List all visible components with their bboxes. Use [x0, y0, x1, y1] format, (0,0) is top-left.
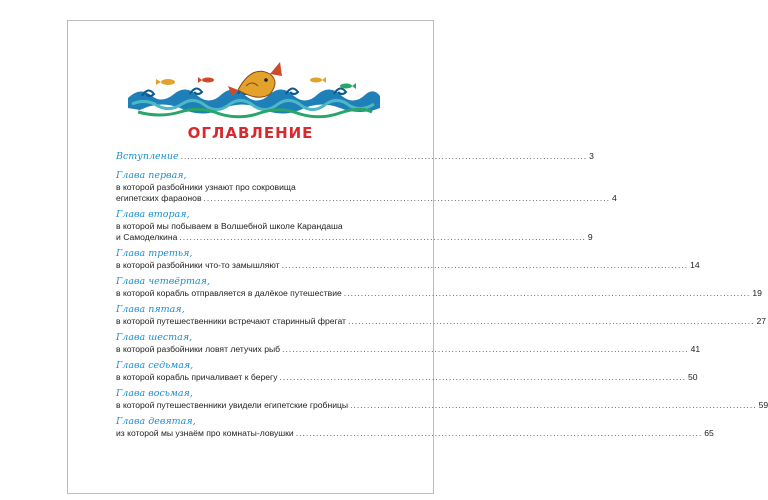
chapter-page-line	[116, 400, 768, 411]
chapter-description: в которой разбойники ловят летучих рыб	[116, 344, 281, 354]
toc-chapter-9	[116, 416, 714, 439]
leader-dots: ........................................................................................................................	[350, 400, 757, 410]
chapter-page-line	[116, 372, 698, 383]
chapter-page-line	[116, 193, 617, 204]
chapter-description: в которой разбойники узнают про сокровища	[116, 182, 296, 192]
chapter-description: из которой мы узнаём про комнаты-ловушки	[116, 428, 294, 438]
chapter-page-line	[116, 344, 701, 355]
chapter-description: в которой путешественники встречают старинный фрегат	[116, 316, 346, 326]
leader-dots: ........................................................................................................................	[281, 260, 689, 270]
chapter-page-line	[116, 232, 593, 243]
page-number: 4	[612, 193, 617, 203]
chapter-title: Глава девятая,	[116, 416, 196, 427]
chapter-title: Глава седьмая,	[116, 360, 194, 371]
page-title: ОГЛАВЛЕНИЕ	[187, 124, 314, 142]
chapter-description-cont: и Самоделкина	[116, 232, 178, 242]
toc-intro-entry	[116, 151, 594, 162]
wave-fish-ornament	[120, 56, 385, 126]
toc-chapter-8	[116, 388, 768, 411]
page-number: 14	[690, 260, 700, 270]
page-number: 59	[758, 400, 768, 410]
chapter-title: Глава вторая,	[116, 209, 190, 220]
leader-dots: ........................................................................................................................	[348, 316, 755, 326]
leader-dots: ........................................................................................................................	[179, 232, 586, 242]
chapter-title: Глава первая,	[116, 170, 187, 181]
leader-dots: ........................................................................................................................	[180, 151, 588, 161]
chapter-page-line	[116, 316, 767, 327]
toc-chapter-5	[116, 304, 767, 327]
chapter-description: в которой разбойники что-то замышляют	[116, 260, 280, 270]
chapter-title: Глава шестая,	[116, 332, 193, 343]
toc-chapter-6	[116, 332, 701, 355]
chapter-description: в которой мы побываем в Волшебной школе Карандаша	[116, 221, 343, 231]
toc-chapter-1	[116, 170, 617, 204]
toc-chapter-7	[116, 360, 698, 383]
leader-dots: ........................................................................................................................	[203, 193, 611, 203]
chapter-title: Глава пятая,	[116, 304, 185, 315]
chapter-page-line	[116, 260, 700, 271]
leader-dots: ........................................................................................................................	[343, 288, 751, 298]
chapter-title: Глава третья,	[116, 248, 193, 259]
leader-dots: ........................................................................................................................	[279, 372, 687, 382]
page-number: 19	[752, 288, 762, 298]
chapter-title: Глава восьмая,	[116, 388, 193, 399]
intro-label: Вступление	[116, 151, 179, 162]
leader-dots: ........................................................................................................................	[295, 428, 703, 438]
page-number: 9	[587, 232, 593, 242]
chapter-description-cont: египетских фараонов	[116, 193, 202, 203]
toc-intro-line	[116, 151, 594, 162]
page-number: 3	[589, 151, 594, 161]
chapter-page-line	[116, 428, 714, 439]
page-number: 65	[704, 428, 714, 438]
toc-chapter-3	[116, 248, 700, 271]
chapter-description: в которой путешественники увидели египетские гробницы	[116, 400, 349, 410]
table-of-contents	[116, 151, 768, 444]
toc-chapter-4	[116, 276, 762, 299]
leader-dots: ........................................................................................................................	[282, 344, 689, 354]
page-number: 27	[756, 316, 767, 326]
toc-chapter-2	[116, 209, 593, 243]
chapter-description: в которой корабль причаливает к берегу	[116, 372, 278, 382]
chapter-title: Глава четвёртая,	[116, 276, 210, 287]
chapter-description: в которой корабль отправляется в далёкое путешествие	[116, 288, 342, 298]
book-page	[67, 20, 768, 494]
page-number: 41	[690, 344, 701, 354]
page-number: 50	[688, 372, 698, 382]
chapter-page-line	[116, 288, 762, 299]
